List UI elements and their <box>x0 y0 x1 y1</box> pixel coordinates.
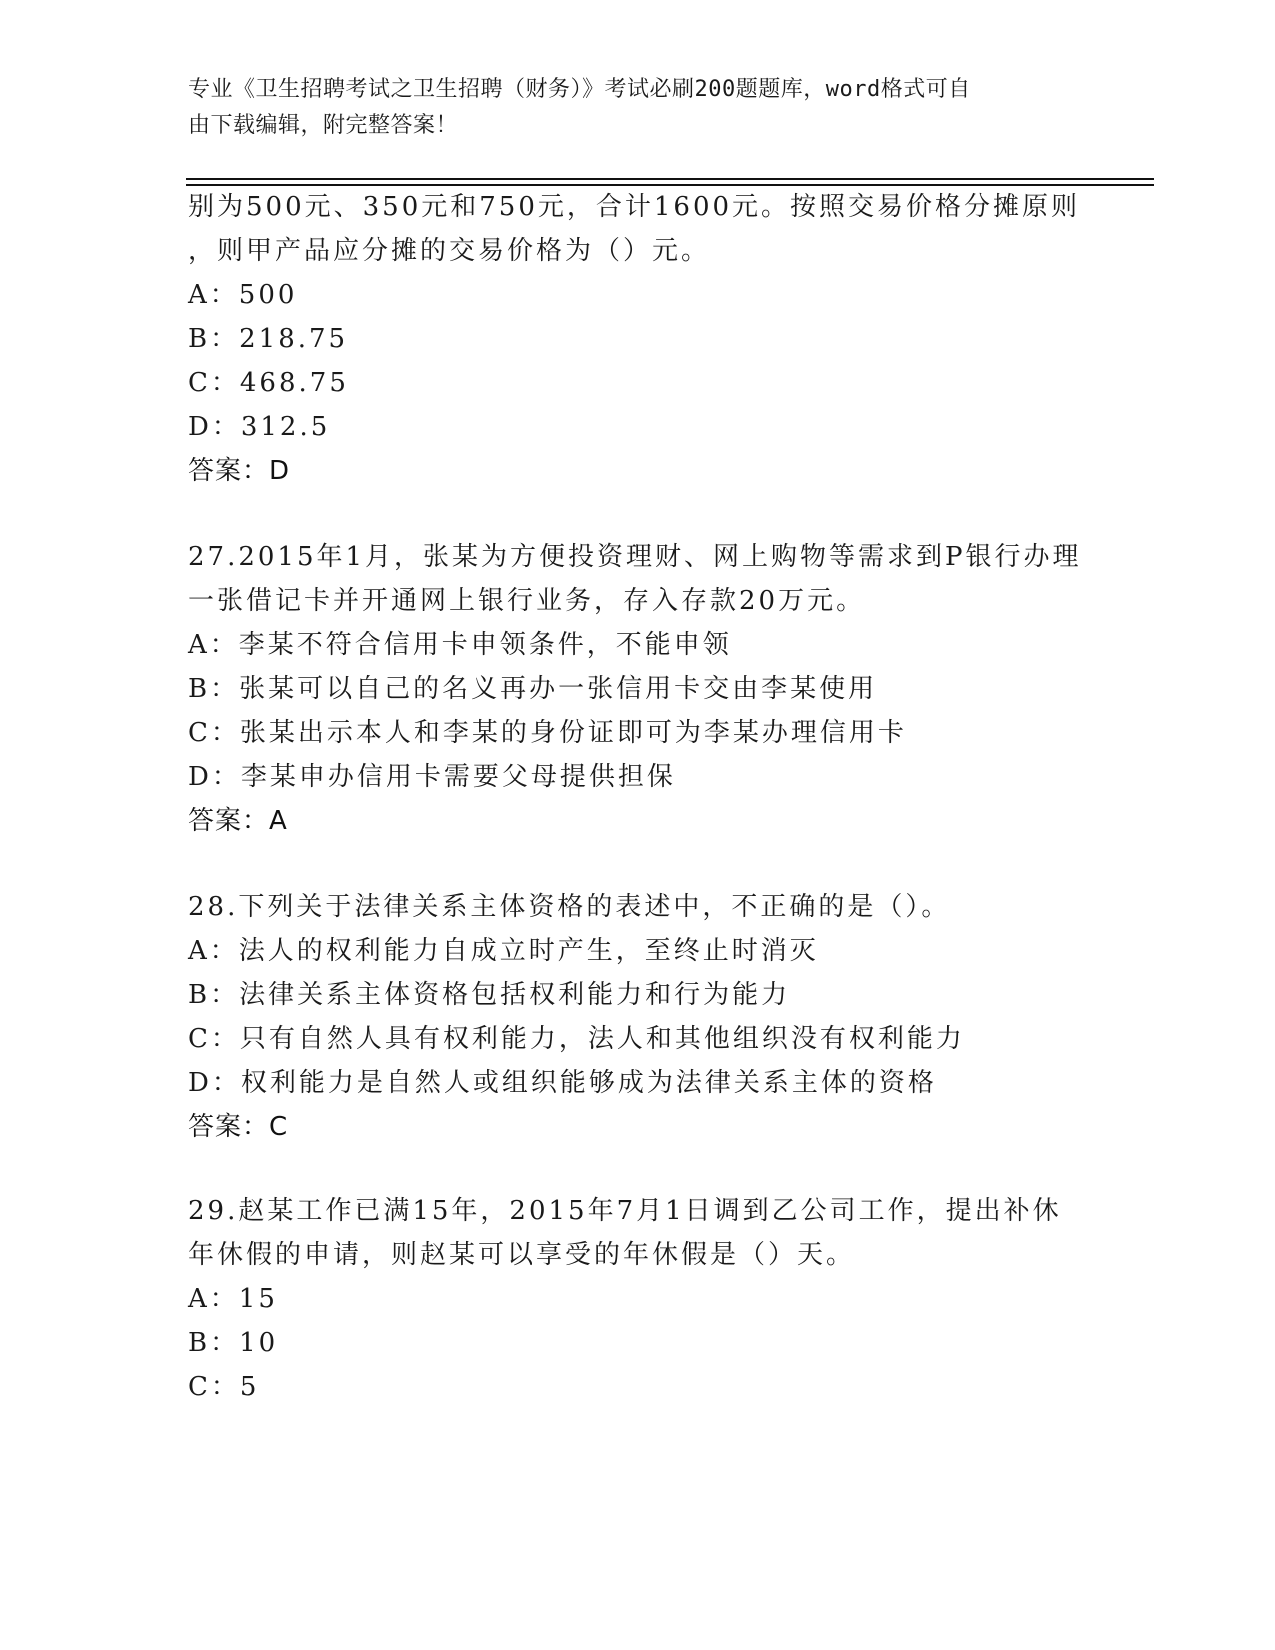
q29-option-c: C：5 <box>188 1372 260 1402</box>
header-line-1: 专业《卫生招聘考试之卫生招聘（财务）》考试必刷200题题库，word格式可自 <box>188 77 971 102</box>
q29-stem-line-2: 年休假的申请，则赵某可以享受的年休假是（）天。 <box>188 1240 856 1270</box>
q26-answer: 答案：D <box>188 456 291 486</box>
q26-option-b: B：218.75 <box>188 324 349 354</box>
q28-answer: 答案：C <box>188 1112 289 1142</box>
q27-stem-line-1: 27.2015年1月，张某为方便投资理财、网上购物等需求到P银行办理 <box>188 542 1082 572</box>
q28-option-b: B：法律关系主体资格包括权利能力和行为能力 <box>188 980 791 1010</box>
q27-option-c: C：张某出示本人和李某的身份证即可为李某办理信用卡 <box>188 718 907 748</box>
q26-stem-line-1: 别为500元、350元和750元，合计1600元。按照交易价格分摊原则 <box>188 192 1081 222</box>
header-rule-top <box>186 178 1154 180</box>
q26-option-c: C：468.75 <box>188 368 349 398</box>
q28-stem-line-1: 28.下列关于法律关系主体资格的表述中，不正确的是（）。 <box>188 892 951 922</box>
q26-stem-line-2: ，则甲产品应分摊的交易价格为（）元。 <box>188 236 711 266</box>
q28-option-d: D：权利能力是自然人或组织能够成为法律关系主体的资格 <box>188 1068 937 1098</box>
q27-option-d: D：李某申办信用卡需要父母提供担保 <box>188 762 676 792</box>
q27-answer: 答案：A <box>188 806 288 836</box>
q29-option-b: B：10 <box>188 1328 279 1358</box>
q27-option-b: B：张某可以自己的名义再办一张信用卡交由李某使用 <box>188 674 878 704</box>
q27-option-a: A：李某不符合信用卡申领条件，不能申领 <box>188 630 732 660</box>
q29-stem-line-1: 29.赵某工作已满15年，2015年7月1日调到乙公司工作，提出补休 <box>188 1196 1062 1226</box>
q28-option-c: C：只有自然人具有权利能力，法人和其他组织没有权利能力 <box>188 1024 965 1054</box>
document-header <box>188 72 1088 144</box>
header-line-2: 由下载编辑，附完整答案！ <box>188 113 459 138</box>
q27-stem-line-2: 一张借记卡并开通网上银行业务，存入存款20万元。 <box>188 586 866 616</box>
q28-option-a: A：法人的权利能力自成立时产生，至终止时消灭 <box>188 936 819 966</box>
q29-option-a: A：15 <box>188 1284 278 1314</box>
q26-option-a: A：500 <box>188 280 298 310</box>
q26-option-d: D：312.5 <box>188 412 331 442</box>
